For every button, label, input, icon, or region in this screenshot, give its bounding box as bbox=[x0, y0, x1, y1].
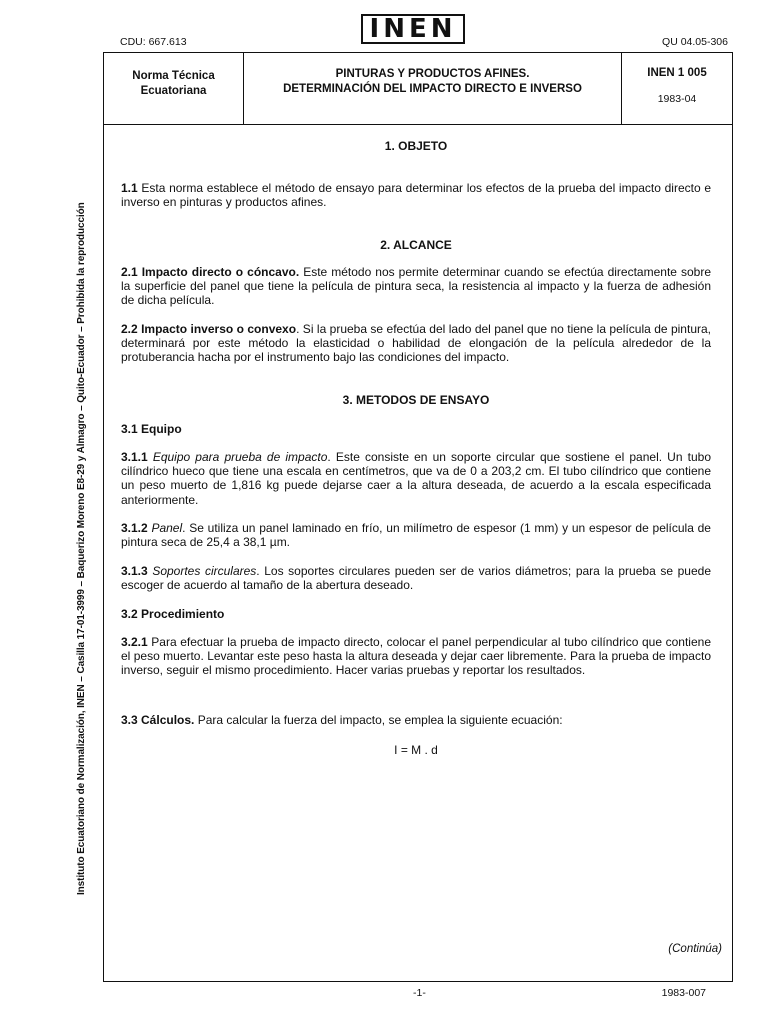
paragraph-3-1-3-italic: Soportes circulares bbox=[152, 564, 257, 578]
section-2-heading: 2. ALCANCE bbox=[380, 238, 452, 252]
paragraph-1-1 bbox=[121, 181, 711, 209]
paragraph-3-1-1-number: 3.1.1 bbox=[121, 450, 148, 464]
footer-code: 1983-007 bbox=[661, 987, 706, 999]
paragraph-3-3-text: Para calcular la fuerza del impacto, se emplea la siguiente ecuación: bbox=[194, 713, 563, 727]
norma-line-2: Ecuatoriana bbox=[140, 85, 207, 97]
paragraph-3-1-3 bbox=[121, 564, 711, 592]
norma-cell bbox=[104, 53, 244, 124]
inen-logo bbox=[361, 14, 465, 44]
document-code: QU 04.05-306 bbox=[662, 36, 728, 48]
paragraph-3-1-1-text: . Este consiste en un soporte circular que sostiene el panel. Un tubo cilíndrico hueco que tiene una escala en centímetros, que va de 0 a 203,2 cm. El tubo cilíndrico que contiene un peso muerto de 1,816 kg puede dejarse caer a la altura deseada, de acuerdo a la escala especificada anteriormente. bbox=[121, 450, 711, 507]
paragraph-3-1-2-italic: Panel bbox=[151, 521, 183, 535]
paragraph-3-1-2-text: . Se utiliza un panel laminado en frío, un milímetro de espesor (1 mm) y un espesor de película de pintura seca de 25,4 a 38,1 µm. bbox=[121, 521, 711, 550]
standard-number: INEN 1 005 bbox=[647, 67, 707, 79]
paragraph-3-2-1-number: 3.2.1 bbox=[121, 635, 148, 649]
cdu-label: CDU: 667.613 bbox=[120, 36, 187, 48]
paragraph-2-1 bbox=[121, 265, 711, 308]
paragraph-1-1-text: Esta norma establece el método de ensayo para determinar los efectos de la prueba del impacto directo e inverso en pinturas y productos afines. bbox=[121, 181, 711, 210]
standard-year: 1983-04 bbox=[657, 93, 697, 105]
section-3-heading: 3. METODOS DE ENSAYO bbox=[342, 393, 490, 407]
paragraph-3-1-2-number: 3.1.2 bbox=[121, 521, 148, 535]
norma-line-1: Norma Técnica bbox=[132, 70, 215, 82]
paragraph-2-2-text: . Si la prueba se efectúa del lado del panel que no tiene la película de pintura, determinará por este método la elasticidad o habilidad de elongación de la película alrededor de la protuberancia hacha por el instrumento bajo las condiciones del impacto. bbox=[121, 322, 711, 365]
page-frame bbox=[103, 52, 733, 982]
paragraph-2-1-text: Este método nos permite determinar cuando se efectúa directamente sobre la superficie del panel que tiene la película de pintura seca, la resistencia al impacto y la fuerza de adhesión de dicha película. bbox=[121, 265, 712, 308]
title-line-1: PINTURAS Y PRODUCTOS AFINES. bbox=[335, 68, 530, 80]
subsection-3-2: 3.2 Procedimiento bbox=[121, 607, 225, 621]
paragraph-2-1-title: 2.1 Impacto directo o cóncavo. bbox=[121, 265, 300, 279]
title-cell bbox=[244, 53, 622, 124]
standard-number-cell bbox=[622, 53, 732, 124]
paragraph-3-1-2 bbox=[121, 521, 711, 549]
paragraph-3-3 bbox=[121, 713, 711, 727]
paragraph-3-1-3-number: 3.1.3 bbox=[121, 564, 148, 578]
paragraph-3-3-title: 3.3 Cálculos. bbox=[121, 713, 195, 727]
title-line-2: DETERMINACIÓN DEL IMPACTO DIRECTO E INVERSO bbox=[283, 83, 582, 95]
paragraph-3-2-1 bbox=[121, 635, 711, 678]
paragraph-3-1-1-italic: Equipo para prueba de impacto bbox=[152, 450, 328, 464]
header-table bbox=[104, 53, 732, 125]
vertical-institution-note: Instituto Ecuatoriano de Normalización, INEN – Casilla 17-01-3999 – Baquerizo Moreno E8-29 y Almagro – Quito-Ecuador – Prohibida la reproducción bbox=[76, 202, 87, 895]
continua-note: (Continúa) bbox=[668, 943, 722, 955]
page-number: -1- bbox=[413, 987, 426, 999]
impact-equation: I = M . d bbox=[394, 743, 438, 757]
paragraph-2-2 bbox=[121, 322, 711, 365]
paragraph-2-2-title: 2.2 Impacto inverso o convexo bbox=[121, 322, 297, 336]
paragraph-3-2-1-text: Para efectuar la prueba de impacto directo, colocar el panel perpendicular al tubo cilíndrico que contiene el peso muerto. Levantar este peso hasta la altura deseada y dejar caer libremente. Para la prueba de impacto inverso, seguir el mismo procedimiento. Hacer varias pruebas y reportar los resultados. bbox=[121, 635, 711, 678]
paragraph-3-1-3-text: . Los soportes circulares pueden ser de varios diámetros; para la prueba se puede escoger de acuerdo al tamaño de la abertura deseado. bbox=[121, 564, 711, 593]
paragraph-1-1-number: 1.1 bbox=[121, 181, 138, 195]
section-1-heading: 1. OBJETO bbox=[384, 139, 448, 153]
inen-logo-text: INEN bbox=[369, 14, 457, 44]
subsection-3-1: 3.1 Equipo bbox=[121, 422, 182, 436]
paragraph-3-1-1 bbox=[121, 450, 711, 507]
